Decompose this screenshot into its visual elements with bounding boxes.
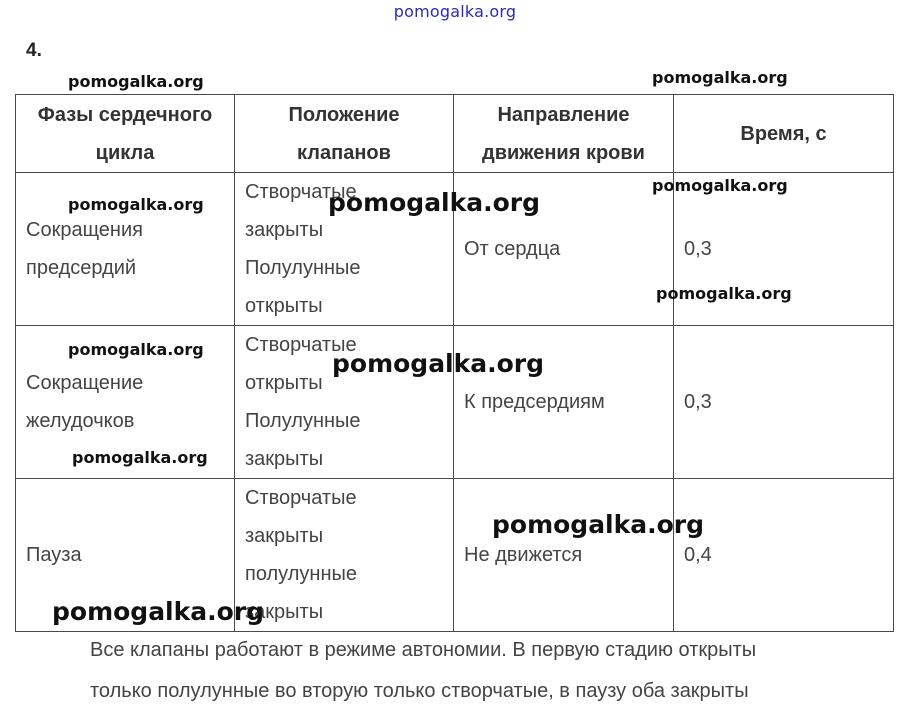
watermark: pomogalka.org (652, 176, 788, 195)
watermark: pomogalka.org (52, 597, 265, 626)
task-number: 4. (26, 40, 42, 61)
direction-cell: К предсердиям (454, 326, 674, 479)
time-cell: 0,3 (674, 173, 894, 326)
time-cell: 0,3 (674, 326, 894, 479)
valves-cell: Створчатые открыты Полулунные закрыты (235, 326, 454, 479)
direction-cell: От сердца (454, 173, 674, 326)
phase-cell: Пауза (16, 479, 235, 632)
phase-cell: Сокращение желудочков (16, 326, 235, 479)
table-header-row (16, 95, 894, 173)
explanation-line: Все клапаны работают в режиме автономии. В первую стадию открыты (90, 639, 757, 661)
explanation-line: только полулунные во вторую только створчатые, в паузу оба закрыты (90, 680, 749, 702)
header-direction: Направление движения крови (454, 95, 674, 173)
header-valves: Положение клапанов (235, 95, 454, 173)
direction-cell: Не движется (454, 479, 674, 632)
watermark: pomogalka.org (492, 510, 705, 539)
watermark: pomogalka.org (332, 349, 545, 378)
valves-cell: Створчатые закрыты Полулунные открыты (235, 173, 454, 326)
header-phase: Фазы сердечного цикла (16, 95, 235, 173)
watermark: pomogalka.org (328, 188, 541, 217)
watermark: pomogalka.org (68, 195, 204, 214)
explanation-text (90, 630, 756, 712)
watermark: pomogalka.org (68, 72, 204, 91)
header-time: Время, с (674, 95, 894, 173)
watermark: pomogalka.org (656, 284, 792, 303)
watermark: pomogalka.org (652, 68, 788, 87)
valves-cell: Створчатые закрыты полулунные закрыты (235, 479, 454, 632)
site-watermark: pomogalka.org (393, 2, 517, 21)
time-cell: 0,4 (674, 479, 894, 632)
watermark: pomogalka.org (72, 448, 208, 467)
watermark: pomogalka.org (68, 340, 204, 359)
phase-cell: Сокращения предсердий (16, 173, 235, 326)
